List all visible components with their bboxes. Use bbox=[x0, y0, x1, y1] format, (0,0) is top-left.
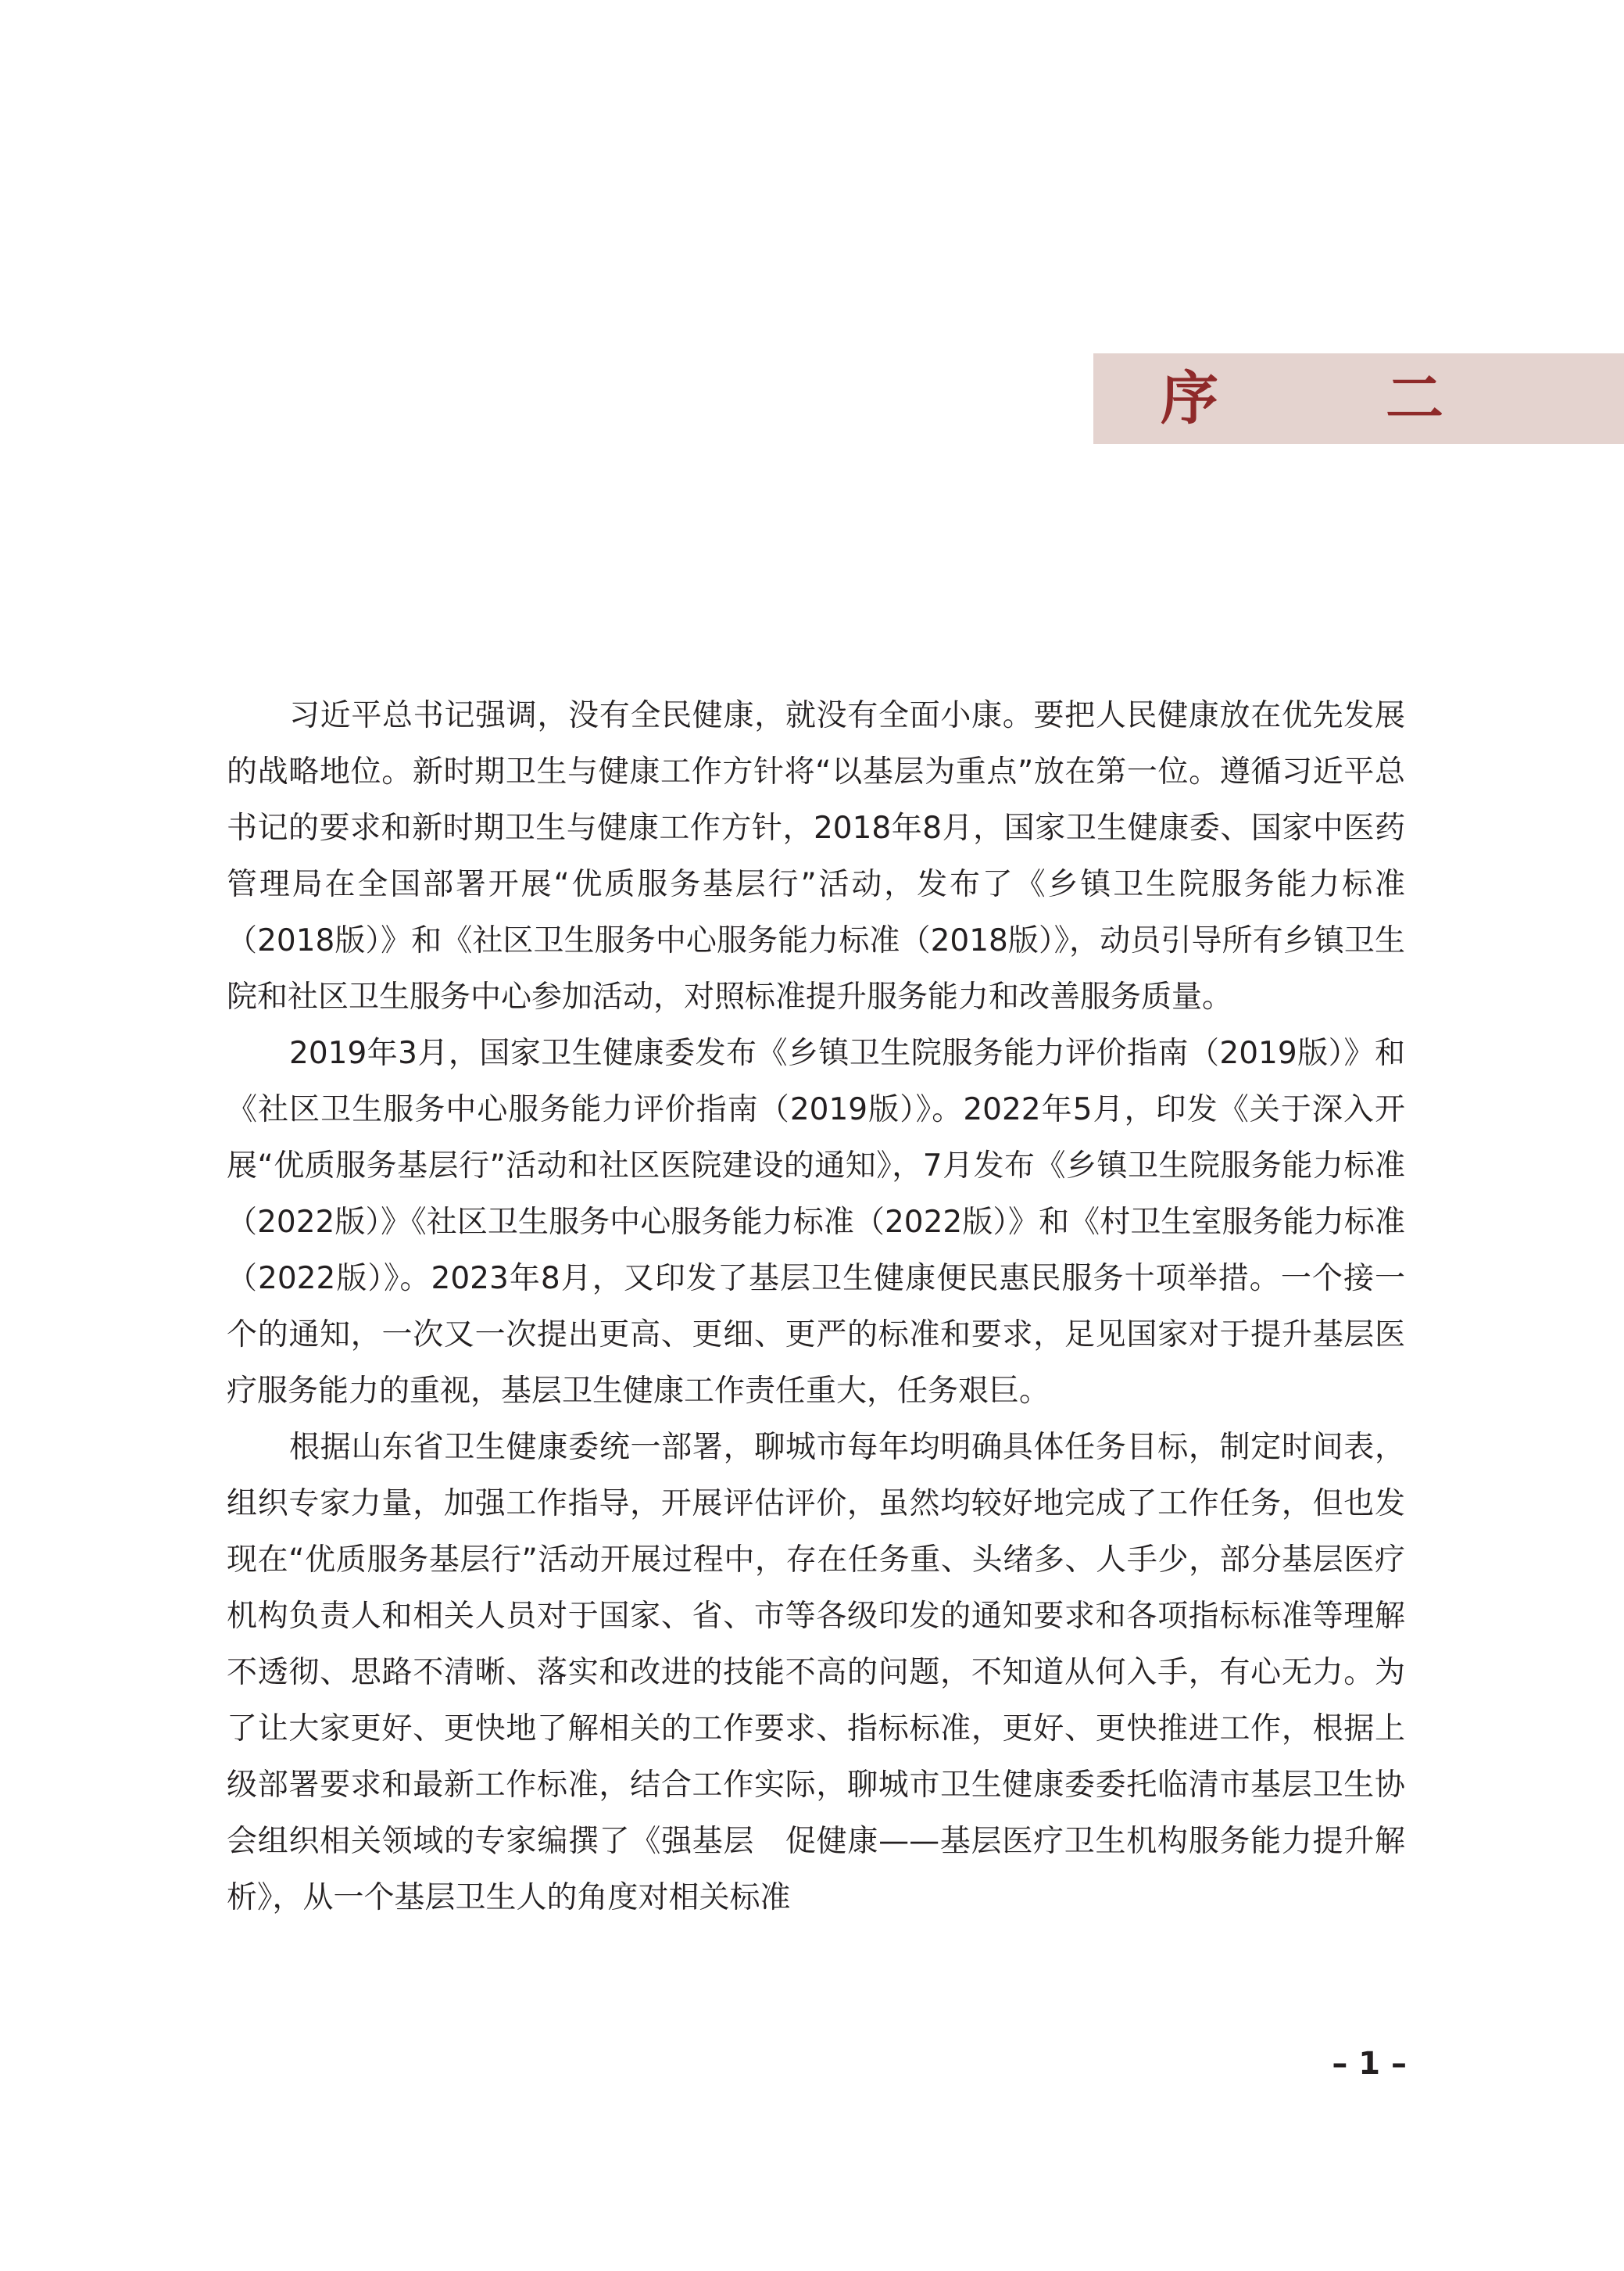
page-number: – 1 – bbox=[1332, 2046, 1407, 2082]
preface-body bbox=[227, 688, 1405, 1926]
section-title: 序 二 bbox=[1161, 365, 1498, 432]
paragraph: 2019年3月，国家卫生健康委发布《乡镇卫生院服务能力评价指南（2019版）》和《社区卫生服务中心服务能力评价指南（2019版）》。2022年5月，印发《关于深入开展“优质服务基层行”活动和社区医院建设的通知》，7月发布《乡镇卫生院服务能力标准（2022版）》《社区卫生服务中心服务能力标准（2022版）》和《村卫生室服务能力标准（2022版）》。2023年8月，又印发了基层卫生健康便民惠民服务十项举措。一个接一个的通知，一次又一次提出更高、更细、更严的标准和要求，足见国家对于提升基层医疗服务能力的重视，基层卫生健康工作责任重大，任务艰巨。 bbox=[227, 1036, 1405, 1409]
paragraph: 习近平总书记强调，没有全民健康，就没有全面小康。要把人民健康放在优先发展的战略地位。新时期卫生与健康工作方针将“以基层为重点”放在第一位。遵循习近平总书记的要求和新时期卫生与健康工作方针，2018年8月，国家卫生健康委、国家中医药管理局在全国部署开展“优质服务基层行”活动，发布了《乡镇卫生院服务能力标准（2018版）》和《社区卫生服务中心服务能力标准（2018版）》，动员引导所有乡镇卫生院和社区卫生服务中心参加活动，对照标准提升服务能力和改善服务质量。 bbox=[227, 698, 1405, 1015]
paragraph: 根据山东省卫生健康委统一部署，聊城市每年均明确具体任务目标，制定时间表，组织专家力量，加强工作指导，开展评估评价，虽然均较好地完成了工作任务，但也发现在“优质服务基层行”活动开展过程中，存在任务重、头绪多、人手少，部分基层医疗机构负责人和相关人员对于国家、省、市等各级印发的通知要求和各项指标标准等理解不透彻、思路不清晰、落实和改进的技能不高的问题，不知道从何入手，有心无力。为了让大家更好、更快地了解相关的工作要求、指标标准，更好、更快推进工作，根据上级部署要求和最新工作标准，结合工作实际，聊城市卫生健康委委托临清市基层卫生协会组织相关领域的专家编撰了《强基层 促健康——基层医疗卫生机构服务能力提升解析》，从一个基层卫生人的角度对相关标准 bbox=[227, 1430, 1405, 1915]
